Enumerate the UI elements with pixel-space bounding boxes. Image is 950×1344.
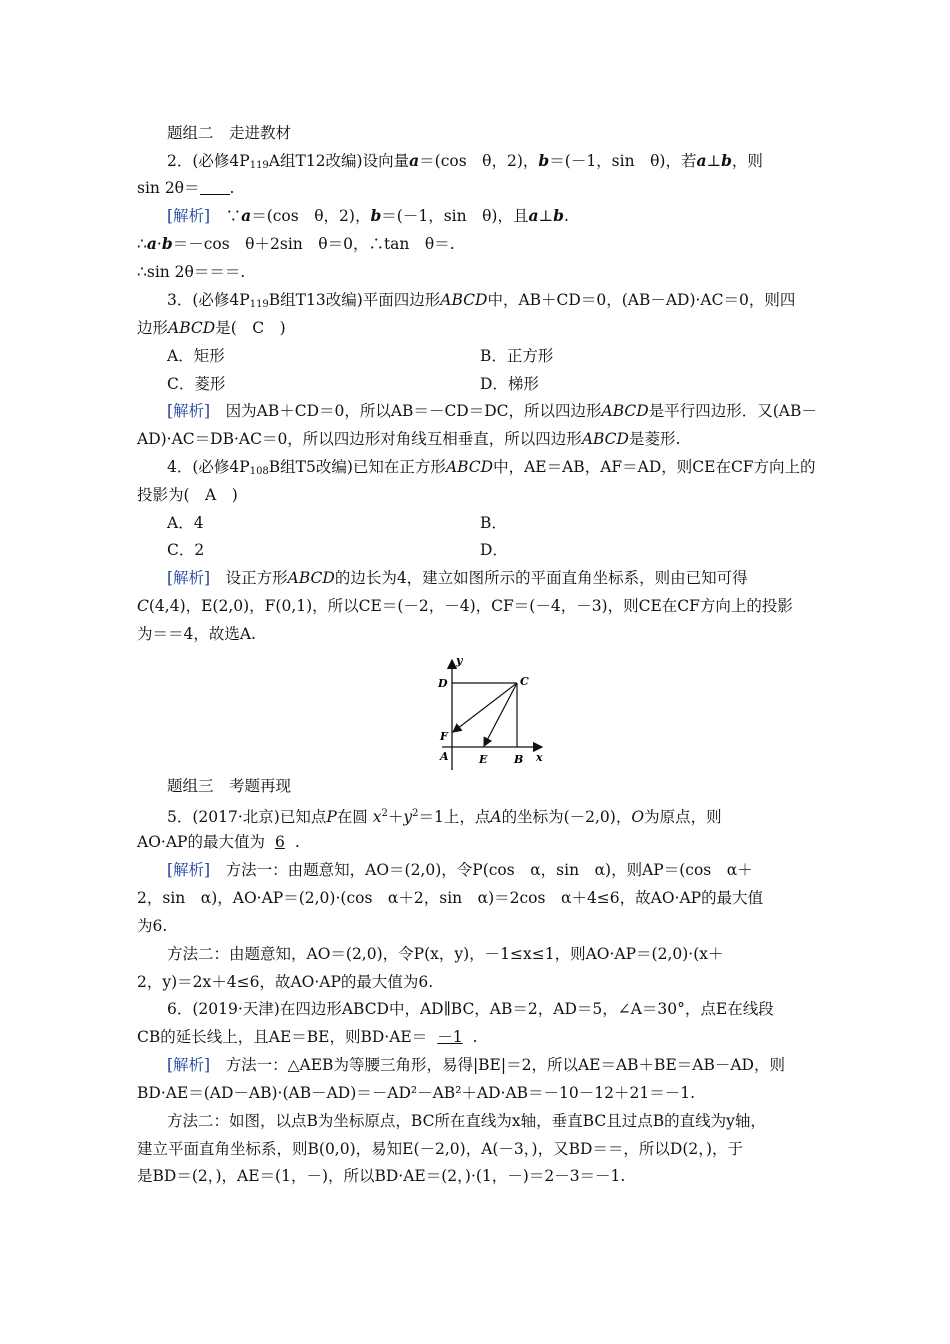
solution-3-line2: AD)·AC＝DB·AC＝0，所以四边形对角线互相垂直，所以四边形ABCD是菱形. bbox=[137, 430, 681, 448]
label-d: D bbox=[438, 677, 448, 690]
question-3-options-row2: C．菱形 D．梯形 bbox=[167, 375, 539, 393]
solution-5-line3: 为6. bbox=[137, 917, 168, 935]
solution-2-line3: ∴sin 2θ＝＝＝. bbox=[137, 263, 246, 281]
label-f: F bbox=[440, 730, 448, 743]
solution-3-line1: [解析] 因为AB＋CD＝0，所以AB＝－CD＝DC，所以四边形ABCD是平行四边形．又(AB－ bbox=[167, 402, 817, 420]
question-3-line1: 3．(必修$4P_{119}B$组T13改编)平面四边形ABCD中，AB＋CD＝0，(AB－AD)·AC＝0，则四 bbox=[167, 291, 796, 310]
solution-4-line2: C(4,4)，E(2,0)，F(0,1)，所以CE＝(－2，－4)，CF＝(－4，－3)，则CE在CF方向上的投影 bbox=[137, 597, 793, 615]
label-a: A bbox=[440, 750, 449, 763]
solution-6-line1: [解析] 方法一：△AEB为等腰三角形，易得|BE|＝2，所以AE＝AB＋BE＝AB－AD，则 bbox=[167, 1056, 785, 1074]
coordinate-figure bbox=[430, 652, 560, 772]
solution-tag: [解析] bbox=[167, 207, 211, 225]
solution-4-line3: 为＝＝4，故选A. bbox=[137, 625, 256, 643]
solution-4-line1: [解析] 设正方形ABCD的边长为4，建立如图所示的平面直角坐标系，则由已知可得 bbox=[167, 569, 748, 587]
question-2-line2: sin 2θ＝ . bbox=[137, 179, 235, 197]
solution-6-line2: BD·AE＝(AD－AB)·(AB－AD)＝－AD²－AB²＋AD·AB＝－10－12＋21＝－1. bbox=[137, 1084, 696, 1102]
answer-value: －1 bbox=[437, 1028, 463, 1046]
label-x: x bbox=[536, 751, 543, 764]
solution-5-line5: 2，y)＝2x＋4≤6，故AO·AP的最大值为6. bbox=[137, 973, 434, 991]
question-4-options-row2: C．2 D． bbox=[167, 541, 508, 559]
solution-6-line3: 方法二：如图，以点B为坐标原点，BC所在直线为x轴，垂直BC且过点B的直线为y轴， bbox=[167, 1112, 766, 1130]
question-2-line1: 2．(必修$4P_{119}A$组T12改编)设向量a＝(cos θ，2)，b＝(－1，sin θ)，若a⊥b，则 bbox=[167, 151, 763, 171]
label-b: B bbox=[514, 753, 524, 766]
solution-6-line4: 建立平面直角坐标系，则B(0,0)，易知E(－2,0)，A(－3，)，又BD＝＝，所以D(2，)，于 bbox=[137, 1140, 744, 1158]
question-4-line2: 投影为( A ) bbox=[137, 486, 238, 504]
question-4-options-row1: A．4 B． bbox=[167, 514, 507, 532]
label-c: C bbox=[520, 675, 529, 688]
question-5-line2: AO·AP的最大值为 6 . bbox=[137, 833, 300, 851]
question-3-line2: 边形ABCD是( C ) bbox=[137, 319, 286, 337]
solution-2-line2: ∴a·b＝－cos θ＋2sin θ＝0，∴tan θ＝. bbox=[137, 234, 455, 253]
answer-blank bbox=[200, 180, 230, 195]
solution-5-line2: 2，sin α)，AO·AP＝(2,0)·(cos α＋2，sin α)＝2cos α＋4≤6，故AO·AP的最大值 bbox=[137, 889, 764, 907]
question-4-line1: 4．(必修$4P_{108}B$组T5改编)已知在正方形ABCD中，AE＝AB，AF＝AD，则CE在CF方向上的 bbox=[167, 458, 816, 477]
question-6-line2: CB的延长线上，且AE＝BE，则BD·AE＝ －1 . bbox=[137, 1028, 478, 1046]
vector-ce bbox=[484, 683, 517, 746]
question-3-options-row1: A．矩形 B．正方形 bbox=[167, 347, 554, 365]
label-e: E bbox=[479, 753, 488, 766]
solution-2-line1: [解析] ∵a＝(cos θ，2)，b＝(－1，sin θ)，且a⊥b. bbox=[167, 206, 569, 225]
question-5-line1: 5．(2017·北京)已知点P在圆 $x^2+y^2=1$上，点A的坐标为(－2,0)，O为原点，则 bbox=[167, 808, 722, 826]
question-6-line1: 6．(2019·天津)在四边形ABCD中，AD∥BC，AB＝2，AD＝5，∠A＝30°，点E在线段 bbox=[167, 1000, 774, 1018]
vector-cf bbox=[453, 683, 517, 732]
solution-5-line4: 方法二：由题意知，AO＝(2,0)，令P(x，y)，－1≤x≤1，则AO·AP＝(2,0)·(x＋ bbox=[167, 945, 724, 963]
label-y: y bbox=[456, 654, 463, 667]
section-heading-group2: 题组二 走进教材 bbox=[167, 124, 292, 142]
solution-6-line5: 是BD＝(2，)，AE＝(1，－)，所以BD·AE＝(2，)·(1，－)＝2－3＝－1. bbox=[137, 1167, 626, 1185]
answer-value: 6 bbox=[274, 833, 285, 851]
section-heading-group3: 题组三 考题再现 bbox=[167, 777, 292, 795]
solution-5-line1: [解析] 方法一：由题意知，AO＝(2,0)，令P(cos α，sin α)，则AP＝(cos α＋ bbox=[167, 861, 753, 879]
